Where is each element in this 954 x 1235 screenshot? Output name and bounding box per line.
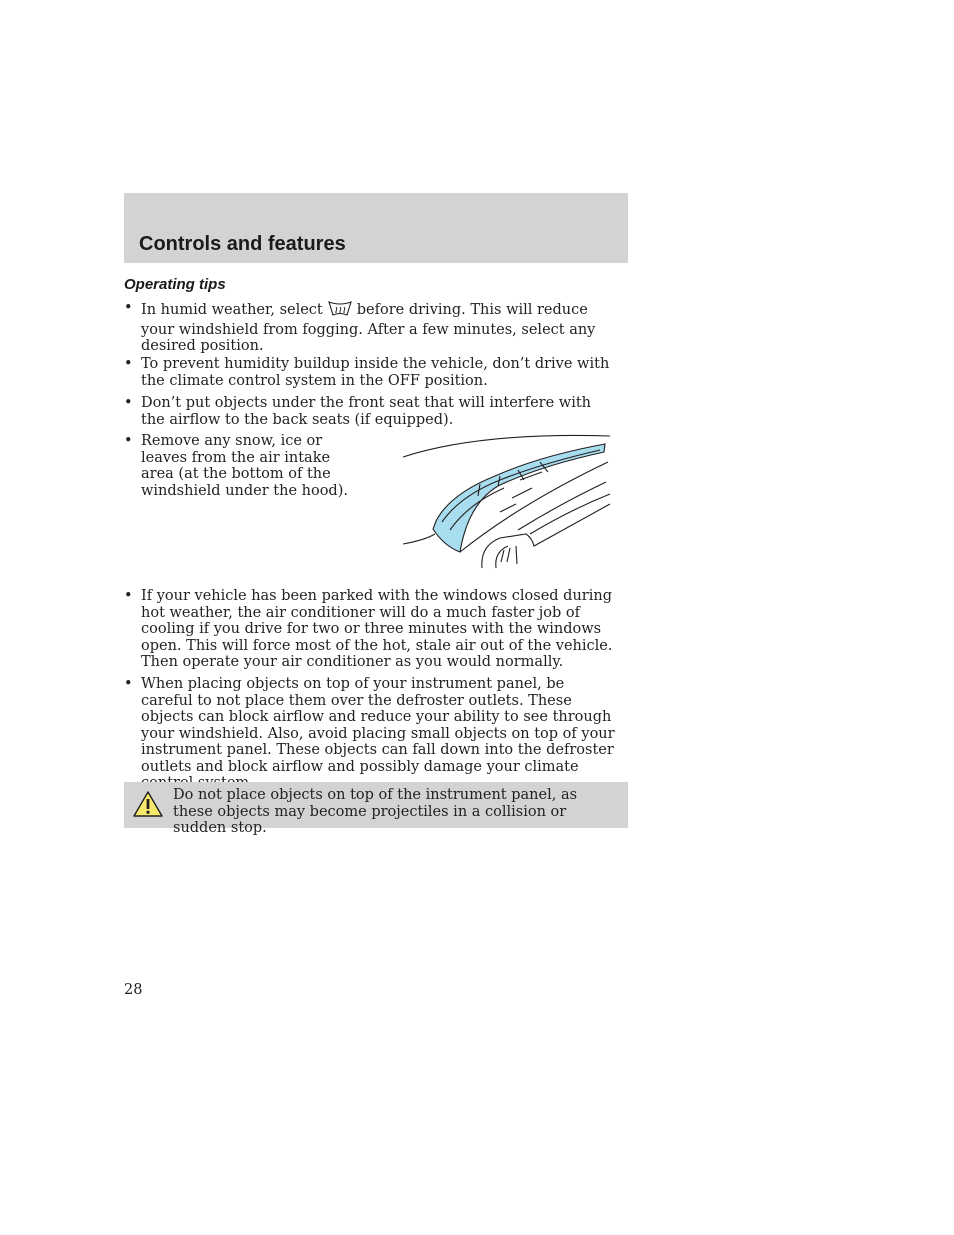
bullet-text: before driving. This will reduce your windshield from fogging. After a few minutes, select any desired position. xyxy=(141,302,596,354)
bullet-marker: • xyxy=(124,588,133,604)
defroster-outlet-illustration xyxy=(400,434,612,578)
bullet-text: If your vehicle has been parked with the windows closed during hot weather, the air conditioner will do a much faster job of cooling if you drive for two or three minutes with the windows open. This will force most of the hot, stale air out of the vehicle. Then operate your air conditioner as you would normally. xyxy=(141,588,613,670)
bullet-text: In humid weather, select xyxy=(141,302,323,318)
bullet-text: Remove any snow, ice or leaves from the air intake area (at the bottom of the windshield under the hood). xyxy=(141,433,348,499)
bullet-marker: • xyxy=(124,676,133,692)
bullet-text: To prevent humidity buildup inside the vehicle, don’t drive with the climate control system in the OFF position. xyxy=(141,356,610,389)
section-header-band xyxy=(124,193,628,263)
page-title: Controls and features xyxy=(139,233,346,255)
warning-triangle-icon xyxy=(132,790,164,822)
bullet-marker: • xyxy=(124,433,133,449)
warning-text: Do not place objects on top of the instrument panel, as these objects may become projectiles in a collision or sudden stop. xyxy=(173,787,578,836)
bullet-marker: • xyxy=(124,356,133,372)
warning-box xyxy=(124,782,628,836)
defrost-icon xyxy=(327,300,353,322)
bullet-text: Don’t put objects under the front seat that will interfere with the airflow to the back seats (if equipped). xyxy=(141,395,592,428)
bullet-text: When placing objects on top of your instrument panel, be careful to not place them over the defroster outlets. These objects can block airflow and reduce your ability to see through your windshield. Also, avoid placing small objects on top of your instrument panel. These objects can fall down into the defroster outlets and block airflow and possibly damage your climate xyxy=(141,676,615,775)
bullet-marker: • xyxy=(124,300,133,316)
section-heading: Operating tips xyxy=(124,276,226,293)
page-number: 28 xyxy=(124,982,143,998)
bullet-marker: • xyxy=(124,395,133,411)
